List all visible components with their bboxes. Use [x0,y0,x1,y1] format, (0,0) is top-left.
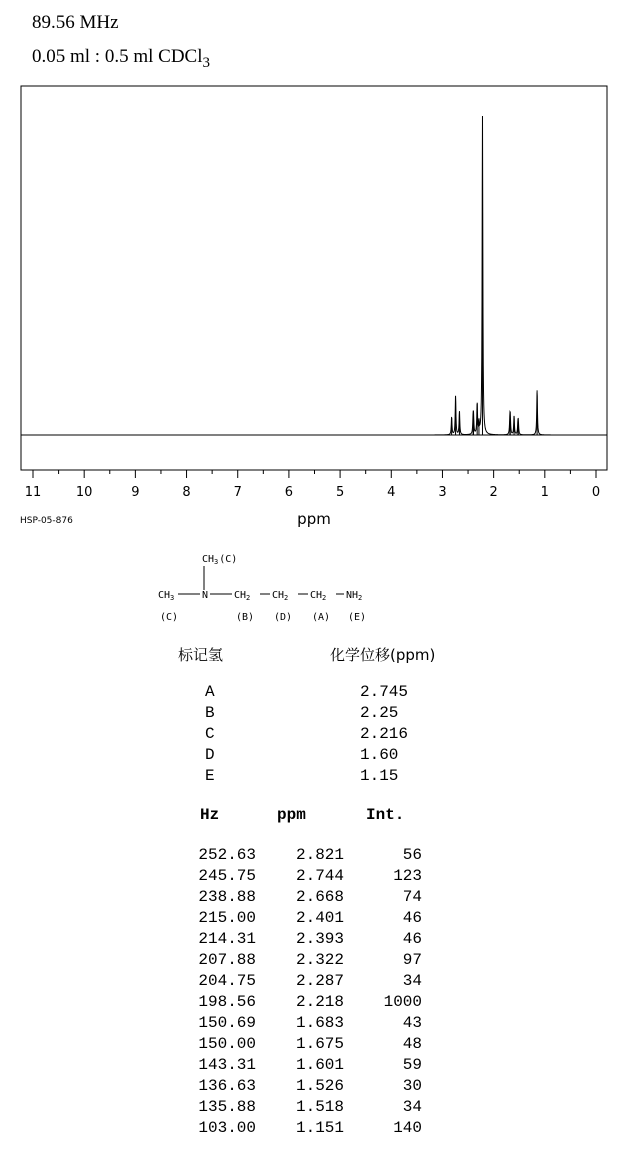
cell-hz: 103.00 [198,1119,256,1137]
cell-hz: 135.88 [198,1098,256,1116]
cell-hz: 204.75 [198,972,256,990]
spectrum-code: HSP-05-876 [20,516,73,526]
cell-ppm: 1.151 [295,1119,344,1137]
atom-label: (A) [312,612,331,623]
x-tick-label: 5 [335,485,345,500]
plot-frame [21,86,607,470]
assignment-header-shift: 化学位移(ppm) [330,646,436,664]
cell-ppm: 2.821 [295,846,344,864]
table-row [180,972,430,993]
assignment-shift: 1.15 [360,767,399,785]
atom-0: $CH_3$ [158,590,175,602]
table-row [180,846,430,867]
cell-int: 140 [393,1119,422,1137]
peak-markers [452,116,537,435]
x-tick-label: 0 [591,485,601,500]
atom-2: $CH_2$ [234,590,251,602]
table-row [180,1056,430,1077]
cell-hz: 198.56 [198,993,256,1011]
cell-hz: 215.00 [198,909,256,927]
cell-hz: 214.31 [198,930,256,948]
table-row [180,909,430,930]
cell-ppm: 1.518 [295,1098,344,1116]
assignment-label: C [205,725,215,743]
cell-int: 1000 [383,993,422,1011]
assignment-label: E [205,767,215,785]
cell-ppm: 2.218 [295,993,344,1011]
cell-hz: 143.31 [198,1056,256,1074]
peak-header-int: Int. [366,806,405,824]
x-tick-label: 2 [489,485,498,500]
x-tick-label: 6 [284,485,294,500]
x-axis-label: ppm [297,510,331,528]
cell-ppm: 2.744 [295,867,344,885]
cell-hz: 136.63 [198,1077,256,1095]
cell-hz: 238.88 [198,888,256,906]
atom-subscript: 2 [246,594,251,602]
table-row [180,951,430,972]
atom-label: (C) [160,612,179,623]
atom-subscript: 2 [322,594,327,602]
chain [158,590,366,623]
cell-int: 46 [402,909,422,927]
spectrometer-frequency: 89.56 MHz [32,12,119,33]
table-row [180,1098,430,1119]
atom-label: (B) [236,612,255,623]
assignment-label: A [205,683,215,701]
assignment-shift: 2.25 [360,704,399,722]
assignment-shift: 2.216 [360,725,409,743]
table-row [180,1035,430,1056]
cell-ppm: 1.601 [295,1056,344,1074]
spectrum-trace [21,116,607,435]
cell-ppm: 1.526 [295,1077,344,1095]
top-group-label: (C) [219,554,238,565]
solvent-subscript: 3 [202,54,210,71]
cell-hz: 252.63 [198,846,256,864]
assignment-label: D [205,746,215,764]
nmr-spectrum-chart [0,80,626,540]
cell-int: 123 [393,867,422,885]
x-tick-label: 4 [387,485,396,500]
cell-hz: 150.00 [198,1035,256,1053]
assignment-shift: 1.60 [360,746,399,764]
atom-subscript: 2 [358,594,363,602]
cell-int: 30 [402,1077,422,1095]
cell-ppm: 2.322 [295,951,344,969]
cell-int: 46 [402,930,422,948]
cell-int: 59 [402,1056,422,1074]
atom-5: $NH_2$ [346,590,363,602]
cell-int: 34 [402,1098,422,1116]
cell-ppm: 1.683 [295,1014,344,1032]
cell-int: 48 [402,1035,422,1053]
x-tick-label: 3 [438,485,447,500]
top-group: $CH_3(C)$ [202,554,238,566]
cell-int: 34 [402,972,422,990]
peak-header-ppm: ppm [277,806,306,824]
cell-ppm: 2.287 [295,972,344,990]
table-row [180,888,430,909]
atom-4: $CH_2$ [310,590,327,602]
cell-int: 43 [402,1014,422,1032]
cell-hz: 245.75 [198,867,256,885]
atom-label: (E) [348,612,367,623]
top-group-subscript: 3 [214,558,219,566]
table-row [180,1014,430,1035]
cell-ppm: 2.668 [295,888,344,906]
atom-3: $CH_2$ [272,590,289,602]
table-row [180,1077,430,1098]
assignment-shift: 2.745 [360,683,409,701]
atom-subscript: 2 [284,594,289,602]
assignment-label: B [205,704,215,722]
x-tick-label: 10 [75,485,93,500]
sample-solvent [32,46,210,72]
atom-label: (D) [274,612,293,623]
table-row [180,930,430,951]
x-tick-label: 8 [182,485,191,500]
x-tick-label: 9 [131,485,140,500]
cell-hz: 207.88 [198,951,256,969]
x-tick-label: 7 [233,485,242,500]
table-row [180,1119,430,1140]
cell-ppm: 1.675 [295,1035,344,1053]
x-axis-ticks [25,470,600,500]
solvent-text: 0.05 ml : 0.5 ml CDCl [32,46,203,67]
table-row [180,867,430,888]
peak-header-hz: Hz [200,806,220,824]
table-row [180,993,430,1014]
x-tick-label: 1 [540,485,549,500]
cell-int: 97 [402,951,422,969]
atom-1: N [202,590,209,601]
structure-diagram [150,548,390,628]
cell-ppm: 2.393 [295,930,344,948]
cell-int: 74 [402,888,422,906]
cell-int: 56 [402,846,422,864]
cell-hz: 150.69 [198,1014,256,1032]
x-tick-label: 11 [24,485,42,500]
cell-ppm: 2.401 [295,909,344,927]
atom-subscript: 3 [170,594,175,602]
assignment-header-label: 标记氢 [178,646,224,664]
